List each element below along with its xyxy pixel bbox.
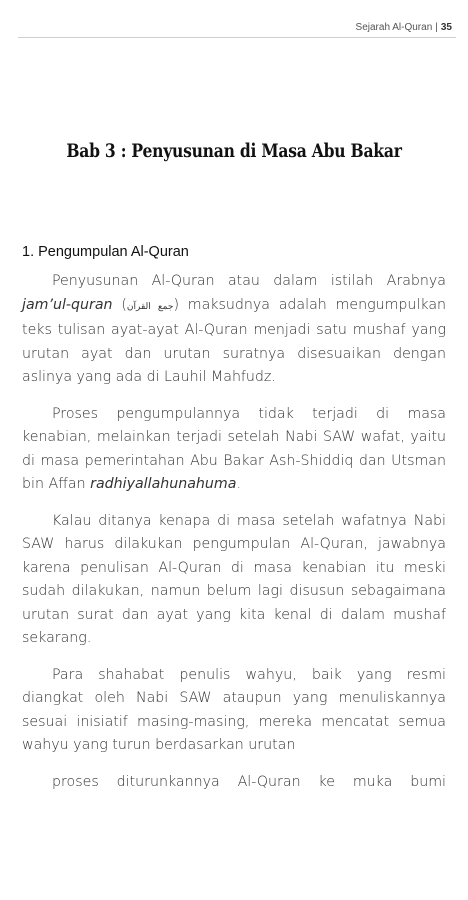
running-header (356, 20, 452, 34)
paragraph-2 (22, 403, 446, 497)
paragraph-2-text-b: . (236, 476, 241, 492)
chapter-title: Bab 3 : Penyusunan di Masa Abu Bakar (66, 140, 402, 162)
running-title: Sejarah Al-Quran (355, 21, 433, 33)
paragraph-2-term: radhiyallahunahuma (90, 476, 237, 492)
paragraph-4: Para shahabat penulis wahyu, baik yang resmi diangkat oleh Nabi SAW ataupun yang menuliskannya sesuai inisiatif masing-masing, mereka mencatat semua wahyu yang turun berdasarkan urutan (22, 666, 446, 753)
arabic-term: جمع القرآن (126, 301, 174, 312)
header-rule (18, 37, 456, 38)
paragraph-1-paren-open: ( (112, 296, 127, 313)
paragraph-1 (22, 270, 446, 390)
paragraph-2-text-a: Proses pengumpulannya tidak terjadi di masa kenabian, melainkan terjadi setelah Nabi SAW wafat, yaitu di masa pemerintahan Abu Bakar Ash-Shiddiq dan Utsman bin Affan (22, 405, 446, 492)
body-text (22, 270, 446, 807)
paragraph-1-text-a: Penyusunan Al-Quran atau dalam istilah Arabnya (52, 273, 446, 289)
section-heading: 1. Pengumpulan Al-Quran (22, 244, 189, 260)
paragraph-5: proses diturunkannya Al-Quran ke muka bumi (52, 773, 446, 790)
paragraph-1-text-b: ) maksudnya adalah mengumpulkan teks tulisan ayat-ayat Al-Quran menjadi satu mushaf yang urutan ayat dan urutan suratnya disesuaikan dengan aslinya yang ada di Lauhil Mahfudz. (22, 296, 446, 385)
page-number: 35 (440, 21, 452, 33)
header-separator: | (435, 21, 438, 33)
paragraph-3: Kalau ditanya kenapa di masa setelah wafatnya Nabi SAW harus dilakukan pengumpulan Al-Quran, jawabnya karena penulisan Al-Quran di masa kenabian itu meski sudah dilakukan, namun belum lagi disusun sebagaimana urutan surat dan ayat yang kita kenal di dalam mushaf sekarang. (22, 512, 446, 646)
paragraph-1-term: jam’ul-quran (22, 296, 113, 313)
